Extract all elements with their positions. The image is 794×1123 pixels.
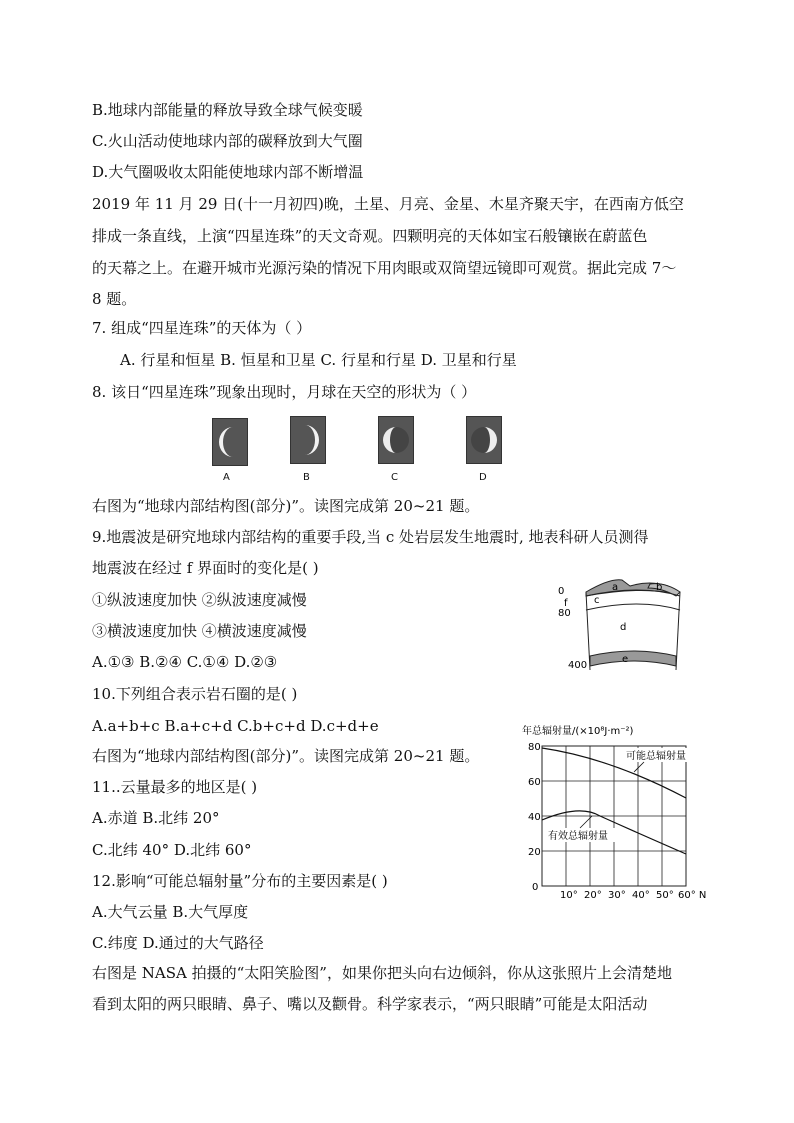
label-f: f — [564, 598, 568, 609]
e-layer — [590, 651, 676, 666]
x-tick-40: 40° — [632, 890, 650, 901]
passage-line-2: 排成一条直线，上演“四星连珠”的天文奇观。四颗明亮的天体如宝石般镶嵌在蔚蓝色 — [92, 227, 648, 245]
label-b: b — [656, 582, 663, 593]
question-9-line-1: 9.地震波是研究地球内部结构的重要手段,当 c 处岩层发生地震时, 地表科研人员测得 — [92, 528, 649, 546]
radiation-chart — [520, 722, 720, 902]
x-tick-50: 50° — [656, 890, 674, 901]
option-d-line: D.大气圈吸收太阳能使地球内部不断增温 — [92, 163, 364, 181]
y-tick-60: 60 — [528, 777, 541, 788]
x-tick-20: 20° — [584, 890, 602, 901]
x-tick-10: 10° — [560, 890, 578, 901]
right-edge — [676, 592, 680, 670]
possible-pointer — [634, 762, 644, 772]
moon-image-c — [378, 416, 414, 464]
option-b-line: B.地球内部能量的释放导致全球气候变暖 — [92, 101, 363, 119]
label-c: c — [594, 595, 600, 606]
passage-line-5: 右图是 NASA 拍摄的“太阳笑脸图”，如果你把头向右边倾斜，你从这张照片上会清楚地 — [92, 964, 672, 982]
label-e: e — [622, 654, 629, 665]
question-7-options: A. 行星和恒星 B. 恒星和卫星 C. 行星和行星 D. 卫星和行星 — [120, 351, 517, 369]
question-12-options-ab: A.大气云量 B.大气厚度 — [92, 903, 249, 921]
c-boundary — [586, 604, 680, 610]
passage-line-6: 看到太阳的两只眼睛、鼻子、嘴以及颧骨。科学家表示，“两只眼睛”可能是太阳活动 — [92, 995, 648, 1013]
question-11-options-ab: A.赤道 B.北纬 20° — [92, 809, 220, 827]
x-tick-30: 30° — [608, 890, 626, 901]
option-c-line: C.火山活动使地球内部的碳释放到大气圈 — [92, 132, 363, 150]
question-7: 7. 组成“四星连珠”的天体为（ ） — [92, 319, 312, 337]
question-10: 10.下列组合表示岩石圈的是( ) — [92, 685, 298, 703]
question-8: 8. 该日“四星连珠”现象出现时，月球在天空的形状为（ ） — [92, 383, 477, 401]
earth-structure-figure — [550, 570, 700, 675]
grid — [542, 746, 686, 886]
label-a: a — [612, 582, 619, 593]
left-edge — [586, 592, 590, 670]
depth-80: 80 — [558, 608, 571, 619]
y-tick-40: 40 — [528, 812, 541, 823]
question-12-options-cd: C.纬度 D.通过的大气路径 — [92, 934, 264, 952]
series-label-possible: 可能总辐射量 — [626, 751, 686, 762]
depth-400: 400 — [568, 660, 588, 671]
moon-label-c: C — [391, 472, 398, 483]
intro-q11: 右图为“地球内部结构图(部分)”。读图完成第 20~21 题。 — [92, 747, 480, 765]
moon-image-d — [466, 416, 502, 464]
passage-line-4: 8 题。 — [92, 290, 137, 308]
moon-image-a — [212, 418, 248, 466]
question-9-line-2: 地震波在经过 f 界面时的变化是( ) — [92, 559, 319, 577]
question-9-row-1: ①纵波速度加快 ②纵波速度减慢 — [92, 591, 307, 609]
depth-0: 0 — [558, 586, 565, 597]
question-11-options-cd: C.北纬 40° D.北纬 60° — [92, 841, 252, 859]
y-tick-20: 20 — [528, 847, 541, 858]
question-9-row-2: ③横波速度加快 ④横波速度减慢 — [92, 622, 307, 640]
question-9-options: A.①③ B.②④ C.①④ D.②③ — [92, 653, 278, 671]
moon-label-a: A — [223, 472, 230, 483]
question-11: 11..云量最多的地区是( ) — [92, 778, 258, 796]
chart-ylabel: 年总辐射量/(×10⁸J·m⁻²) — [522, 726, 634, 737]
intro-q9: 右图为“地球内部结构图(部分)”。读图完成第 20~21 题。 — [92, 497, 480, 515]
passage-line-3: 的天幕之上。在避开城市光源污染的情况下用肉眼或双筒望远镜即可观赏。据此完成 7～ — [92, 259, 677, 277]
moon-label-d: D — [479, 472, 487, 483]
label-d: d — [620, 622, 627, 633]
y-tick-80: 80 — [528, 742, 541, 753]
question-12: 12.影响“可能总辐射量”分布的主要因素是( ) — [92, 872, 388, 890]
x-tick-60: 60° N — [678, 890, 707, 901]
moon-image-b — [290, 416, 326, 464]
question-10-options: A.a+b+c B.a+c+d C.b+c+d D.c+d+e — [92, 717, 379, 735]
passage-line-1: 2019 年 11 月 29 日(十一月初四)晚，土星、月亮、金星、木星齐聚天宇，在西南方低空 — [92, 195, 684, 213]
series-label-effective: 有效总辐射量 — [548, 831, 608, 842]
moon-label-b: B — [303, 472, 310, 483]
y-tick-0: 0 — [532, 882, 539, 893]
